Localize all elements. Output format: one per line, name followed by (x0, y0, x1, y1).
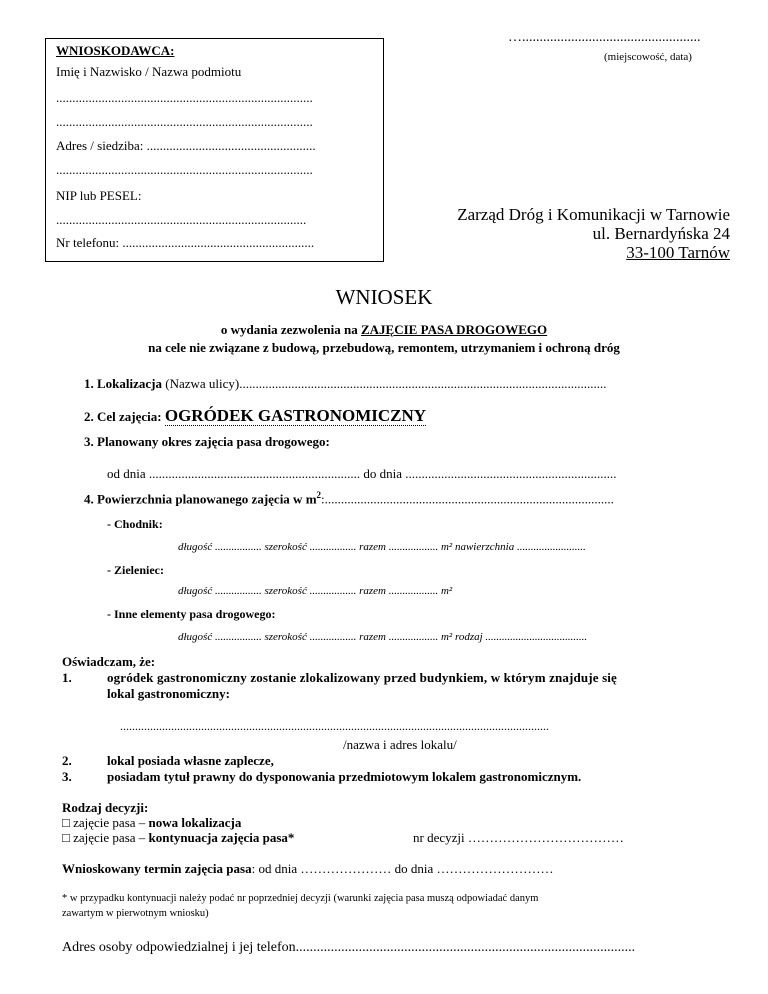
zieleniec-line[interactable]: długość ................. szerokość ................. razem .................. m² (178, 585, 453, 597)
place-date-field[interactable]: …................................................... (508, 30, 701, 45)
decision-number-field[interactable]: nr decyzji ……………………………… (413, 830, 624, 845)
decision-option-continuation-prefix: □ zajęcie pasa – (62, 830, 149, 845)
decision-option-continuation-label: kontynuacja zajęcia pasa* (148, 830, 295, 845)
item-4-area[interactable] (84, 490, 728, 507)
zieleniec-label: - Zieleniec: (107, 563, 164, 577)
item-4-label: 4. Powierzchnia planowanego zajęcia w m (84, 491, 317, 507)
decision-option-new[interactable] (62, 815, 241, 831)
subtitle-prefix: o wydania zezwolenia na (220, 322, 361, 337)
item-2-purpose (84, 406, 426, 426)
declaration-2-number: 2. (62, 753, 72, 768)
decision-option-new-label: nowa lokalizacja (148, 815, 242, 830)
requested-term-dates: : od dnia ………………… do dnia ……………………… (251, 861, 554, 876)
applicant-nip-line[interactable]: ............................................................................. (56, 212, 307, 227)
applicant-name-line-1[interactable]: ............................................................................... (56, 90, 313, 105)
item-1-label: 1. Lokalizacja (84, 376, 162, 391)
item-4-sup: 2 (316, 490, 322, 500)
item-2-label: 2. Cel zajęcia: (84, 409, 165, 424)
footnote-line-1: * w przypadku kontynuacji należy podać nr poprzedniej decyzji (warunki zajęcia pasa muszą odpowiadać danym (62, 893, 539, 904)
recipient-street: ul. Bernardyńska 24 (592, 224, 730, 243)
item-4-rest: :......................................................................................... (321, 491, 614, 507)
declaration-1-text: ogródek gastronomiczny zostanie zlokalizowany przed budynkiem, w którym znajduje się (107, 670, 617, 685)
page-title: WNIOSEK (335, 285, 433, 309)
declaration-1-dots[interactable]: ............................................................................................................................................... (120, 719, 549, 733)
recipient-city: 33-100 Tarnów (626, 243, 730, 262)
item-1-location[interactable] (84, 376, 728, 392)
declaration-2-text: lokal posiada własne zaplecze, (107, 753, 274, 768)
declaration-1-number: 1. (62, 670, 72, 685)
chodnik-label: - Chodnik: (107, 517, 163, 531)
decision-option-continuation[interactable] (62, 830, 294, 846)
subtitle-underlined: ZAJĘCIE PASA DROGOWEGO (361, 322, 548, 337)
applicant-address-line[interactable]: Adres / siedziba: .................................................... (56, 138, 316, 153)
title-subtitle-1 (0, 322, 768, 338)
decision-option-new-prefix: □ zajęcie pasa – (62, 815, 149, 830)
applicant-title: WNIOSKODAWCA: (56, 43, 175, 58)
footnote-line-2: zawartym w pierwotnym wniosku) (62, 908, 209, 919)
applicant-name-label: Imię i Nazwisko / Nazwa podmiotu (56, 64, 242, 79)
chodnik-line[interactable]: długość ................. szerokość ................. razem .................. m² nawierzchnia ......................... (178, 541, 586, 553)
title-subtitle-2: na cele nie związane z budową, przebudową, remontem, utrzymaniem i ochroną dróg (148, 340, 620, 355)
inne-label: - Inne elementy pasa drogowego: (107, 607, 276, 621)
place-date-label: (miejscowość, data) (604, 51, 692, 63)
item-1-rest: (Nazwa ulicy)................................................................................................................. (162, 376, 607, 391)
declaration-3-number: 3. (62, 769, 72, 784)
applicant-nip-label: NIP lub PESEL: (56, 188, 142, 203)
item-3-label: 3. Planowany okres zajęcia pasa drogowego: (84, 434, 330, 449)
declaration-title: Oświadczam, że: (62, 654, 156, 669)
item-2-value[interactable]: OGRÓDEK GASTRONOMICZNY (164, 406, 427, 425)
declaration-3-text: posiadam tytuł prawny do dysponowania przedmiotowym lokalem gastronomicznym. (107, 769, 582, 784)
inne-line[interactable]: długość ................. szerokość ................. razem .................. m² rodzaj ..................................... (178, 631, 588, 643)
applicant-address-line-2[interactable]: ............................................................................... (56, 162, 313, 177)
applicant-phone-line[interactable]: Nr telefonu: ........................................................... (56, 235, 315, 250)
contact-line[interactable]: Adres osoby odpowiedzialnej i jej telefon................................................................................................. (62, 940, 636, 955)
declaration-1-caption: /nazwa i adres lokalu/ (343, 737, 457, 752)
decision-title: Rodzaj decyzji: (62, 800, 149, 815)
declaration-1-text-2: lokal gastronomiczny: (107, 686, 230, 701)
applicant-name-line-2[interactable]: ............................................................................... (56, 114, 313, 129)
recipient-name: Zarząd Dróg i Komunikacji w Tarnowie (457, 205, 730, 224)
requested-term-label: Wnioskowany termin zajęcia pasa (62, 861, 252, 876)
requested-term[interactable] (62, 861, 553, 877)
item-3-period-line[interactable]: od dnia ................................................................. do dnia ................................................................. (107, 466, 617, 481)
